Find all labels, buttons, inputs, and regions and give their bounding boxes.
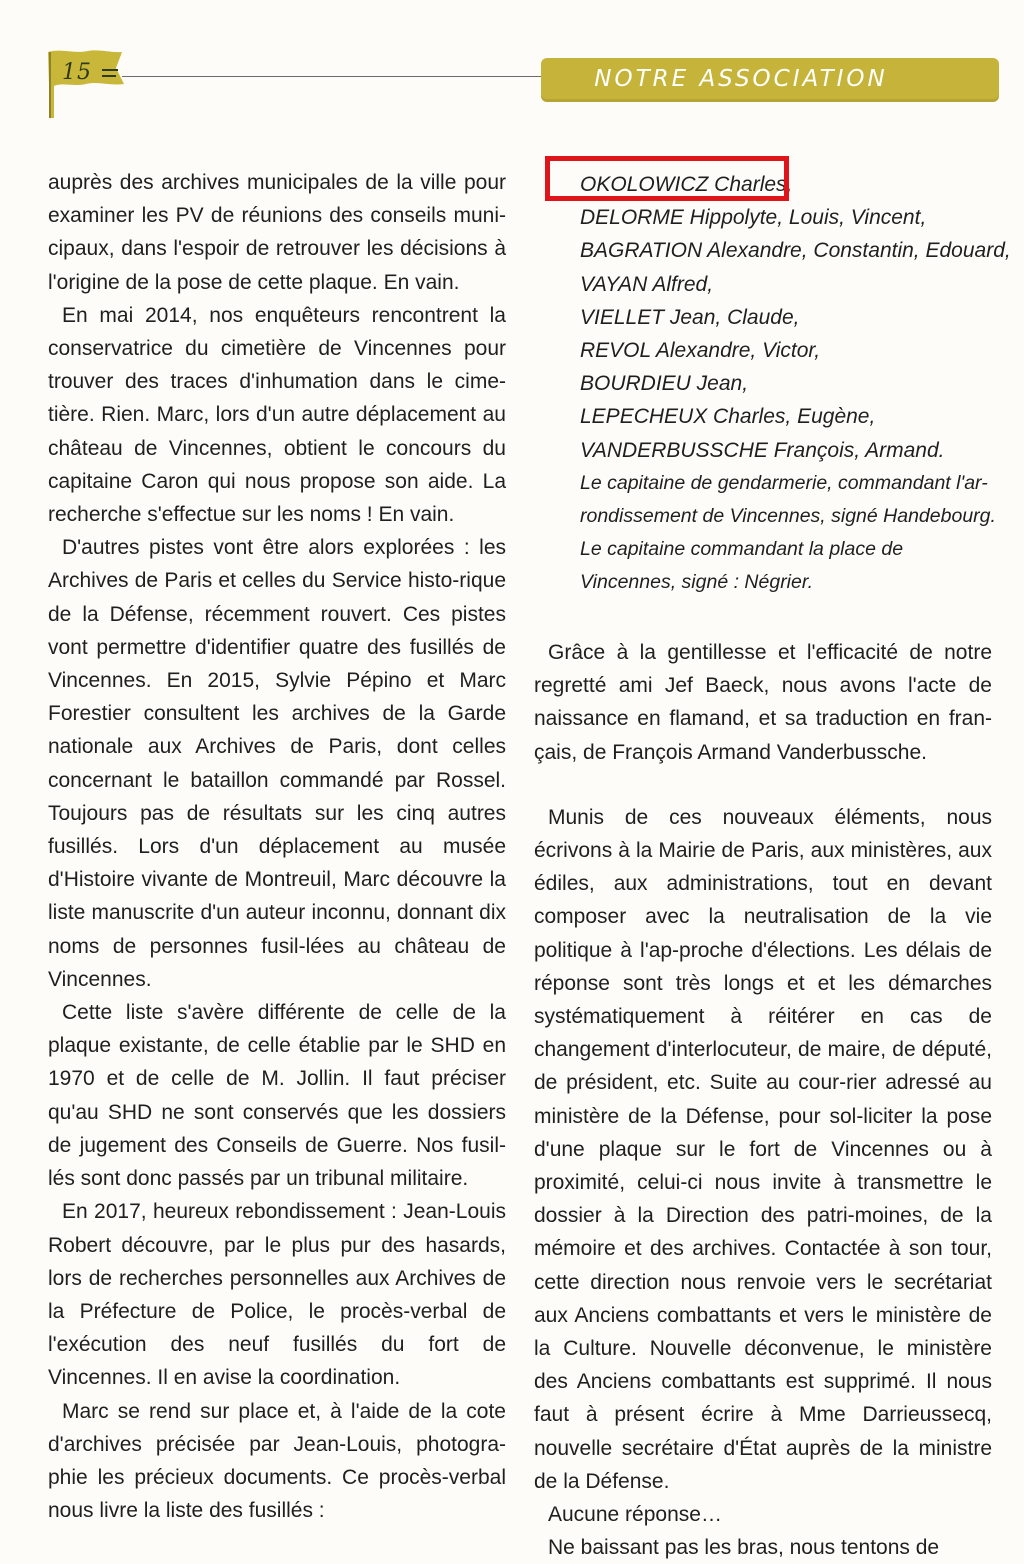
list-item: OKOLOWICZ Charles, bbox=[580, 173, 793, 196]
paragraph: En 2017, heureux rebondissement : Jean-Louis Robert découvre, par le plus pur des hasards, lors de recherches personnelles aux Archives de la Préfecture de Police, le procès-verbal de l'exécution des neuf fusillés du fort de Vincennes. Il en avise la coordination. bbox=[48, 1200, 506, 1390]
list-item: VIELLET Jean, Claude, bbox=[580, 305, 800, 329]
list-item: REVOL Alexandre, Victor, bbox=[580, 339, 821, 363]
paragraph: D'autres pistes vont être alors explorées : les Archives de Paris et celles du Service histo-rique de la Défense, récemment rouvert. Ces pistes vont permettre d'identifier quatre des fusillés de Vincennes. En 2015, Sylvie Pépino et Marc Forestier consultent les archives de la Garde nationale aux Archives de Paris, dont celles concernant le bataillon commandé par Rossel. Toujours pas de résultats sur les cinq autres fusillés. Lors d'un déplacement au musée d'Histoire vivante de Montreuil, Marc découvre la liste manuscrite d'un auteur inconnu, donnant dix noms de personnes fusil-lées au château de Vincennes. bbox=[48, 536, 506, 991]
list-item: BOURDIEU Jean, bbox=[580, 372, 749, 396]
page-header bbox=[0, 0, 1024, 130]
page-number: 15 bbox=[62, 60, 92, 85]
list-item: LEPECHEUX Charles, Eugène, bbox=[580, 405, 876, 429]
paragraph: Aucune réponse… bbox=[548, 1503, 722, 1527]
right-column bbox=[534, 636, 992, 1564]
executed-list bbox=[580, 168, 1011, 600]
paragraph: Ne baissant pas les bras, nous tentons de bbox=[548, 1536, 940, 1560]
section-title: NOTRE ASSOCIATION bbox=[594, 66, 888, 92]
paragraph: Cette liste s'avère différente de celle de la plaque existante, de celle établie par le SHD en 1970 et de celle de M. Jollin. Il faut préciser qu'au SHD ne sont conservés que les dossiers de jugement des Conseils de Guerre. Nos fusil-lés sont donc passés par un tribunal militaire. bbox=[48, 1001, 506, 1191]
paragraph: Marc se rend sur place et, à l'aide de la cote d'archives précisée par Jean-Louis, photogra-phie les précieux documents. Ce procès-verbal nous livre la liste des fusillés : bbox=[48, 1399, 506, 1523]
list-item: DELORME Hippolyte, Louis, Vincent, bbox=[580, 206, 927, 230]
list-item: VANDERBUSSCHE François, Armand. bbox=[580, 438, 945, 462]
paragraph: auprès des archives municipales de la ville pour examiner les PV de réunions des conseils muni-cipaux, dans l'espoir de retrouver les décisions à l'origine de la pose de cette plaque. En vain. bbox=[48, 171, 506, 294]
highlight-box bbox=[545, 156, 789, 201]
paragraph: Munis de ces nouveaux éléments, nous écrivons à la Mairie de Paris, aux ministères, aux édiles, aux administrations, tout en devant composer avec la neutralisation de la vie politique à l'ap-proche d'élections. Les délais de réponse sont très longs et et les démarches systématiquement à réitérer en cas de changement d'interlocuteur, de maire, de député, de président, etc. Suite au cour-rier adressé au ministère de la Défense, pour sol-liciter la pose d'une plaque sur le fort de Vincennes ou à proximité, celui-ci nous invite à transmettre le dossier à la Direction des patri-moines, de la mémoire et des archives. Contactée à son tour, cette direction nous renvoie vers le secrétariat aux Anciens combattants et vers le ministère de la Culture. Nouvelle déconvenue, le ministère des Anciens combattants est supprimé. Il nous faut à présent écrire à Mme Darrieussecq, nouvelle secrétaire d'État auprès de la ministre de la Défense. bbox=[534, 805, 992, 1493]
section-banner bbox=[541, 58, 999, 102]
paragraph: Grâce à la gentillesse et l'efficacité de notre regretté ami Jef Baeck, nous avons l'acte de naissance en flamand, et sa traduction en fran-çais, de François Armand Vanderbussche. bbox=[534, 641, 992, 764]
list-item: BAGRATION Alexandre, Constantin, Edouard, bbox=[580, 239, 1011, 263]
header-rule bbox=[122, 76, 552, 77]
left-column bbox=[48, 166, 506, 1527]
signature-note: Le capitaine de gendarmerie, commandant l'ar-rondissement de Vincennes, signé Handebourg. bbox=[580, 471, 996, 528]
paragraph: En mai 2014, nos enquêteurs rencontrent la conservatrice du cimetière de Vincennes pour trouver des traces d'inhumation dans le cime-tière. Rien. Marc, lors d'un autre déplacement au château de Vincennes, obtient le concours du capitaine Caron qui nous propose son aide. La recherche s'effectue sur les noms ! En vain. bbox=[48, 303, 506, 527]
signature-note: Le capitaine commandant la place de Vincennes, signé : Négrier. bbox=[580, 538, 904, 594]
list-item: VAYAN Alfred, bbox=[580, 272, 714, 296]
